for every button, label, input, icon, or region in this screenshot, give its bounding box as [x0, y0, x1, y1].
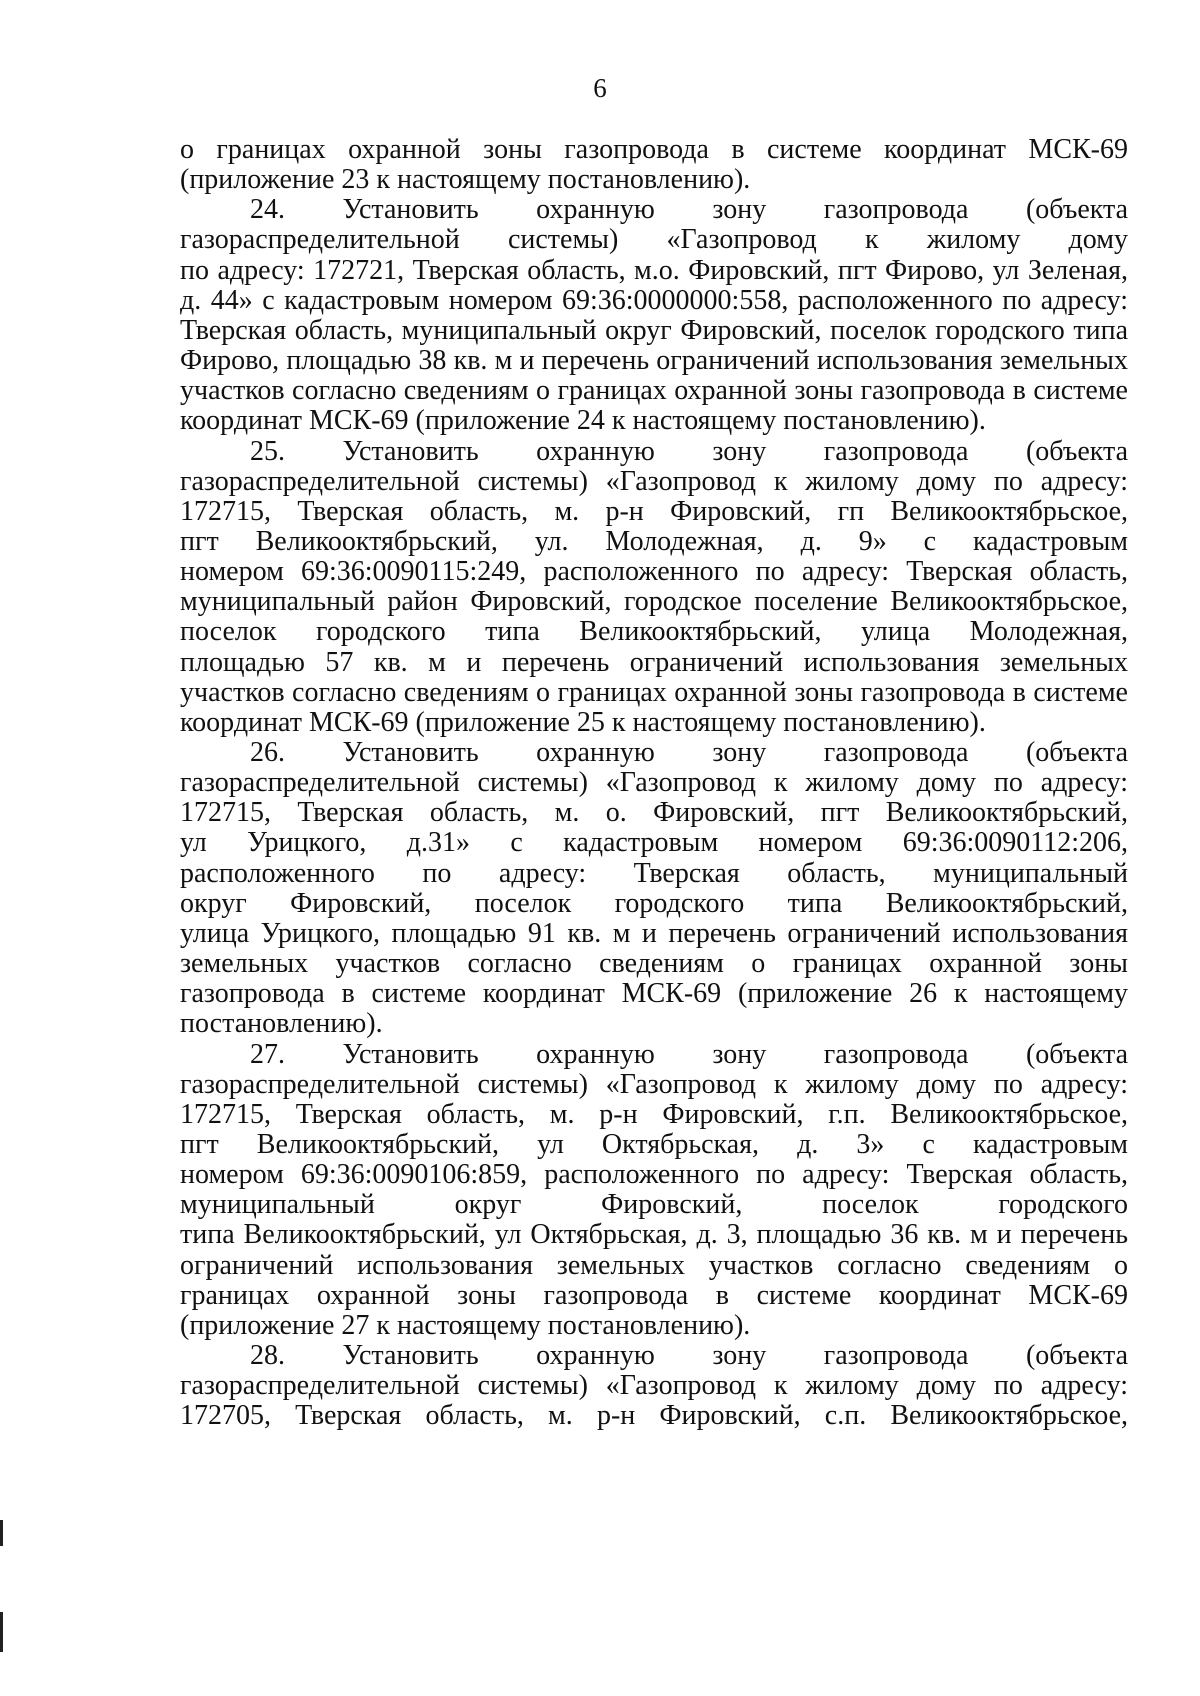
text-line: 172715, Тверская область, м. р-н Фировский, г.п. Великооктябрьское, — [180, 1099, 1128, 1130]
text-line: площадью 57 кв. м и перечень ограничений использования земельных — [180, 647, 1128, 678]
text-line: 172715, Тверская область, м. о. Фировский, пгт Великооктябрьский, — [180, 797, 1128, 828]
text-line: поселок городского типа Великооктябрьский, улица Молодежная, — [180, 616, 1128, 647]
text-line: газораспределительной системы) «Газопровод к жилому дому по адресу: — [180, 1370, 1128, 1401]
text-line: 26. Установить охранную зону газопровода (объекта — [250, 737, 1128, 768]
text-line: границах охранной зоны газопровода в системе координат МСК-69 — [180, 1280, 1128, 1311]
text-line: типа Великооктябрьский, ул Октябрьская, д. 3, площадью 36 кв. м и перечень — [180, 1219, 1128, 1250]
text-line: пгт Великооктябрьский, ул. Молодежная, д. 9» с кадастровым — [180, 526, 1128, 557]
text-line: газораспределительной системы) «Газопровод к жилому дому по адресу: — [180, 1069, 1128, 1100]
text-line: (приложение 23 к настоящему постановлению). — [180, 164, 751, 195]
text-line: 24. Установить охранную зону газопровода (объекта — [250, 194, 1128, 225]
text-line: 172705, Тверская область, м. р-н Фировский, с.п. Великооктябрьское, — [180, 1400, 1128, 1431]
text-line: 172715, Тверская область, м. р-н Фировский, гп Великооктябрьское, — [180, 496, 1128, 527]
text-line: газопровода в системе координат МСК-69 (приложение 26 к настоящему — [180, 978, 1128, 1009]
text-line: ул Урицкого, д.31» с кадастровым номером 69:36:0090112:206, — [180, 827, 1128, 858]
text-line: 27. Установить охранную зону газопровода (объекта — [250, 1039, 1128, 1070]
text-line: номером 69:36:0090115:249, расположенного по адресу: Тверская область, — [180, 556, 1128, 587]
text-line: участков согласно сведениям о границах охранной зоны газопровода в системе — [180, 375, 1128, 406]
text-line: ограничений использования земельных участков согласно сведениям о — [180, 1250, 1128, 1281]
text-line: участков согласно сведениям о границах охранной зоны газопровода в системе — [180, 677, 1128, 708]
text-line: газораспределительной системы) «Газопровод к жилому дому — [180, 224, 1128, 255]
page-number: 6 — [593, 73, 607, 103]
text-line: номером 69:36:0090106:859, расположенного по адресу: Тверская область, — [180, 1159, 1128, 1190]
text-line: по адресу: 172721, Тверская область, м.о. Фировский, пгт Фирово, ул Зеленая, — [180, 255, 1128, 286]
scan-edge-mark — [0, 1612, 3, 1652]
text-line: газораспределительной системы) «Газопровод к жилому дому по адресу: — [180, 767, 1128, 798]
text-line: 28. Установить охранную зону газопровода (объекта — [250, 1340, 1128, 1371]
text-line: Фирово, площадью 38 кв. м и перечень ограничений использования земельных — [180, 345, 1128, 376]
text-line: газораспределительной системы) «Газопровод к жилому дому по адресу: — [180, 466, 1128, 497]
text-line: муниципальный район Фировский, городское поселение Великооктябрьское, — [180, 586, 1128, 617]
text-line: пгт Великооктябрьский, ул Октябрьская, д. 3» с кадастровым — [180, 1129, 1128, 1160]
text-line: о границах охранной зоны газопровода в системе координат МСК-69 — [180, 134, 1128, 165]
text-line: улица Урицкого, площадью 91 кв. м и перечень ограничений использования — [180, 918, 1128, 949]
text-line: координат МСК-69 (приложение 24 к настоящему постановлению). — [180, 405, 986, 436]
text-line: постановлению). — [180, 1008, 383, 1039]
text-line: муниципальный округ Фировский, поселок городского — [180, 1189, 1128, 1220]
text-line: 25. Установить охранную зону газопровода (объекта — [250, 436, 1128, 467]
scan-edge-mark — [0, 1520, 3, 1546]
text-line: земельных участков согласно сведениям о границах охранной зоны — [180, 948, 1128, 979]
text-line: д. 44» с кадастровым номером 69:36:0000000:558, расположенного по адресу: — [180, 285, 1128, 316]
text-line: Тверская область, муниципальный округ Фировский, поселок городского типа — [180, 315, 1128, 346]
text-line: округ Фировский, поселок городского типа Великооктябрьский, — [180, 888, 1128, 919]
text-line: расположенного по адресу: Тверская область, муниципальный — [180, 858, 1128, 889]
text-line: координат МСК-69 (приложение 25 к настоящему постановлению). — [180, 707, 986, 738]
text-line: (приложение 27 к настоящему постановлению). — [180, 1310, 751, 1341]
